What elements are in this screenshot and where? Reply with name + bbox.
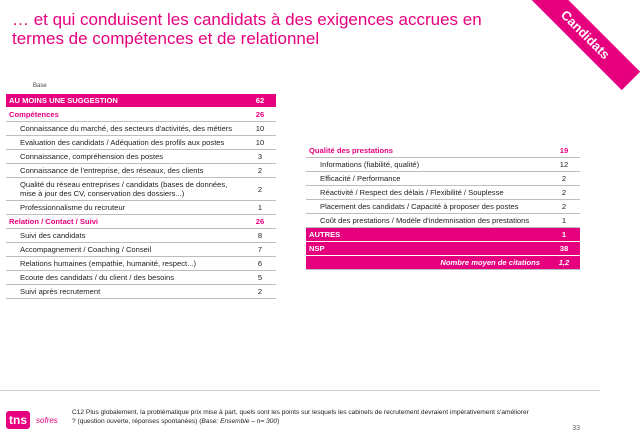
average-row: [306, 256, 580, 270]
table-row: [306, 186, 580, 200]
row-label: Informations (fiabilité, qualité): [306, 158, 548, 172]
table-row: [6, 271, 276, 285]
row-value: 3: [244, 150, 276, 164]
header-row: [306, 242, 580, 256]
row-label: Réactivité / Respect des délais / Flexibilité / Souplesse: [306, 186, 548, 200]
row-value: 10: [244, 136, 276, 150]
table-row: [306, 214, 580, 228]
table-row: [6, 122, 276, 136]
row-label: AUTRES: [306, 228, 548, 242]
row-value: 1: [548, 214, 580, 228]
table-row: [6, 257, 276, 271]
header-row: [6, 94, 276, 108]
table-row: [306, 172, 580, 186]
row-label: Placement des candidats / Capacité à proposer des postes: [306, 200, 548, 214]
logo-sofres-text: sofres: [36, 416, 58, 425]
tns-sofres-logo: [6, 407, 64, 435]
row-value: 19: [548, 144, 580, 158]
logo-tns-mark: tns: [6, 411, 30, 429]
row-label: AU MOINS UNE SUGGESTION: [6, 94, 244, 108]
table-row: [306, 200, 580, 214]
row-value: 26: [244, 215, 276, 229]
corner-tag-label: Candidats: [530, 0, 640, 90]
row-value: 8: [244, 229, 276, 243]
left-suggestions-table: [6, 94, 276, 299]
row-label: Nombre moyen de citations: [306, 256, 548, 270]
question-footnote: [72, 408, 532, 426]
base-label: Base: [33, 83, 47, 89]
table-row: [306, 158, 580, 172]
footer-divider: [0, 390, 600, 391]
footnote-base: Base: Ensemble – n= 300: [201, 418, 278, 425]
section-row: [306, 144, 580, 158]
row-value: 2: [244, 285, 276, 299]
row-value: 2: [244, 164, 276, 178]
row-label: Relation / Contact / Suivi: [6, 215, 244, 229]
row-value: 2: [244, 178, 276, 201]
row-label: Ecoute des candidats / du client / des besoins: [6, 271, 244, 285]
row-value: 10: [244, 122, 276, 136]
row-label: Relations humaines (empathie, humanité, respect...): [6, 257, 244, 271]
table-row: [6, 243, 276, 257]
footnote-question: C12 Plus globalement, la problématique prix mise à part, quels sont les points sur lesquels les cabinets de recrutement devraient impérativement s'améliorer ? (question ouverte, réponses spontanées) (: [72, 409, 529, 425]
row-label: Connaissance du marché, des secteurs d'activités, des métiers: [6, 122, 244, 136]
table-row: [6, 229, 276, 243]
corner-tag: [520, 0, 613, 80]
row-value: 26: [244, 108, 276, 122]
row-label: Evaluation des candidats / Adéquation des profils aux postes: [6, 136, 244, 150]
row-label: Efficacité / Performance: [306, 172, 548, 186]
row-value: 2: [548, 172, 580, 186]
section-row: [6, 108, 276, 122]
row-label: Accompagnement / Coaching / Conseil: [6, 243, 244, 257]
row-value: 7: [244, 243, 276, 257]
row-label: Qualité des prestations: [306, 144, 548, 158]
row-value: 62: [244, 94, 276, 108]
row-label: Compétences: [6, 108, 244, 122]
right-suggestions-table: [306, 144, 580, 270]
section-row: [6, 215, 276, 229]
page-number: 33: [572, 425, 580, 432]
row-label: Coût des prestations / Modèle d'indemnisation des prestations: [306, 214, 548, 228]
row-label: NSP: [306, 242, 548, 256]
row-value: 6: [244, 257, 276, 271]
row-label: Suivi des candidats: [6, 229, 244, 243]
row-label: Professionnalisme du recruteur: [6, 201, 244, 215]
row-value: 1,2: [548, 256, 580, 270]
row-label: Connaissance de l'entreprise, des réseaux, des clients: [6, 164, 244, 178]
row-label: Suivi après recrutement: [6, 285, 244, 299]
row-value: 5: [244, 271, 276, 285]
header-row: [306, 228, 580, 242]
footnote-close: ): [277, 418, 280, 425]
row-label: Qualité du réseau entreprises / candidats (bases de données, mise à jour des CV, conservation des dossiers...): [6, 178, 244, 201]
table-row: [6, 150, 276, 164]
row-value: 38: [548, 242, 580, 256]
row-value: 2: [548, 186, 580, 200]
slide-title: … et qui conduisent les candidats à des exigences accrues en termes de compétences et de relationnel: [12, 10, 482, 48]
table-row: [6, 178, 276, 201]
row-value: 12: [548, 158, 580, 172]
table-row: [6, 136, 276, 150]
row-value: 1: [548, 228, 580, 242]
table-row: [6, 164, 276, 178]
table-row: [6, 201, 276, 215]
row-value: 2: [548, 200, 580, 214]
row-value: 1: [244, 201, 276, 215]
table-row: [6, 285, 276, 299]
row-label: Connaissance, compréhension des postes: [6, 150, 244, 164]
